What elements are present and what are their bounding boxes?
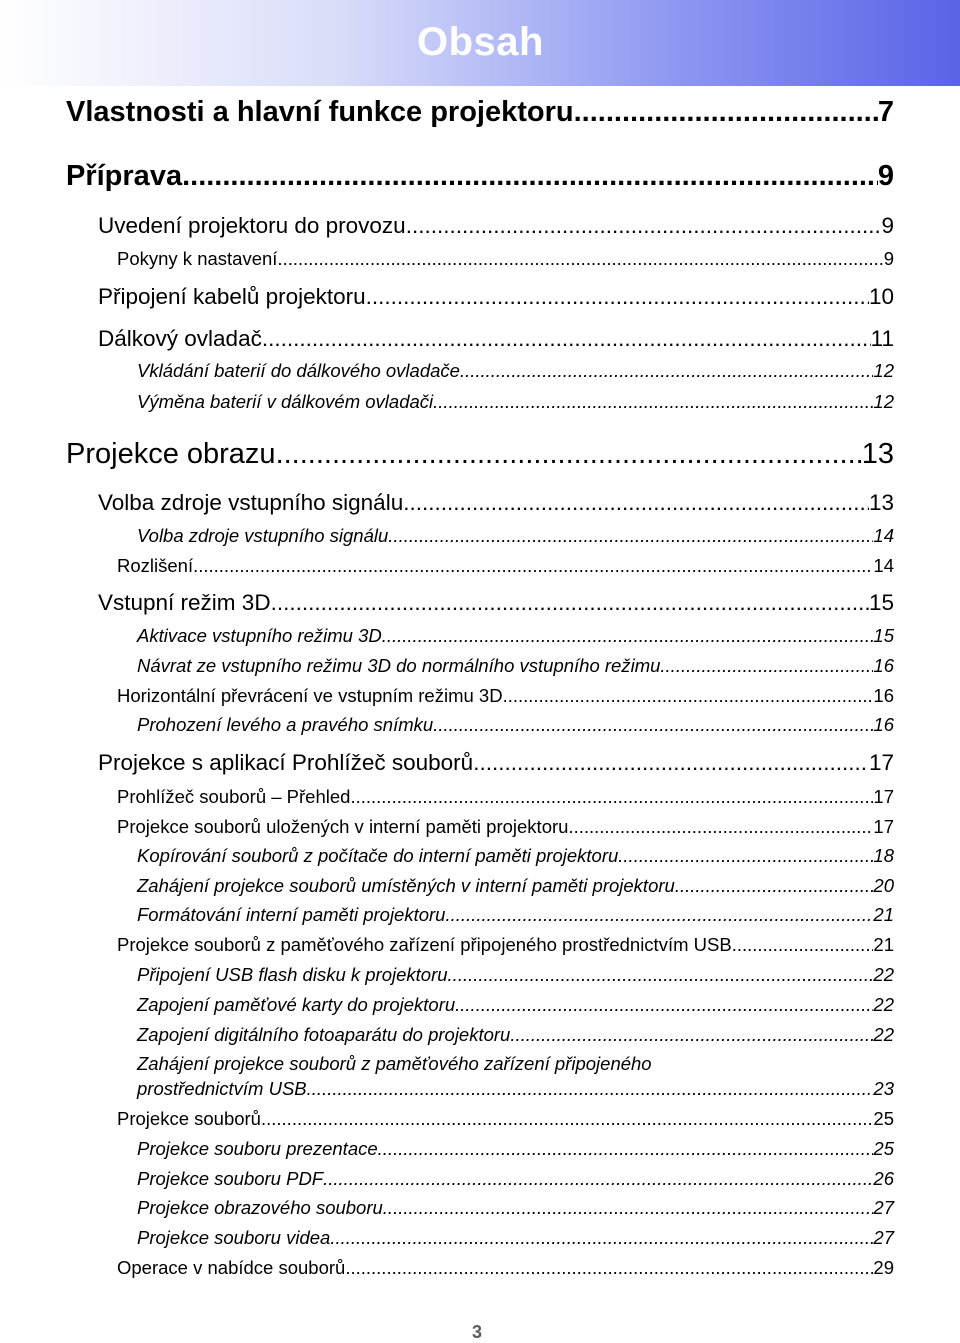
toc-entry-title: Vkládání baterií do dálkového ovladače [137, 360, 460, 381]
toc-page: 29 [873, 1257, 894, 1278]
toc-leader [448, 964, 874, 986]
toc-entry[interactable] [137, 625, 894, 647]
toc-leader [433, 391, 873, 413]
toc-page: 17 [873, 786, 894, 807]
toc-entry-title: Zahájení projekce souborů umístěných v interní paměti projektoru [137, 875, 675, 896]
toc-entry-title: Aktivace vstupního režimu 3D [137, 625, 382, 646]
toc-entry[interactable] [137, 1138, 894, 1160]
toc-entry-title: Návrat ze vstupního režimu 3D do normálního vstupního režimu [137, 655, 661, 676]
toc-entry[interactable] [137, 845, 894, 867]
toc-entry-title: Uvedení projektoru do provozu [98, 213, 406, 238]
toc-leader [345, 1257, 873, 1279]
header-banner [0, 0, 960, 86]
toc-entry[interactable] [66, 438, 894, 471]
toc-entry[interactable] [98, 490, 894, 516]
toc-leader [323, 1168, 873, 1190]
toc-entry-title: Projekce souborů uložených v interní paměti projektoru [117, 816, 569, 837]
toc-entry[interactable] [66, 160, 894, 193]
toc-leader [330, 1227, 873, 1249]
toc-entry[interactable] [117, 248, 894, 270]
toc-leader [732, 934, 874, 956]
toc-leader [262, 326, 871, 352]
toc-leader [510, 1024, 873, 1046]
toc-leader [473, 750, 869, 776]
toc-entry[interactable] [137, 655, 894, 677]
toc-page: 7 [877, 96, 894, 128]
toc-entry[interactable] [117, 555, 894, 577]
toc-leader [618, 845, 873, 867]
toc-page: 14 [873, 555, 894, 576]
toc-entry-title: Připojení USB flash disku k projektoru [137, 964, 448, 985]
toc-page: 18 [873, 845, 894, 866]
toc-entry[interactable] [98, 750, 894, 776]
toc-leader [307, 1078, 874, 1100]
toc-entry[interactable] [137, 391, 894, 413]
toc-entry-title: Projekce obrazu [66, 438, 276, 470]
toc-page: 15 [868, 590, 894, 615]
toc-entry-title: Projekce s aplikací Prohlížeč souborů [98, 750, 474, 775]
toc-leader [276, 438, 862, 471]
toc-page: 9 [877, 160, 894, 192]
toc-entry-title: Zapojení digitálního fotoaparátu do projektoru [137, 1024, 511, 1045]
toc-page: 22 [873, 964, 894, 985]
toc-leader [382, 625, 874, 647]
toc-entry-title: prostřednictvím USB [137, 1078, 307, 1099]
toc-leader [574, 96, 878, 129]
toc-entry-title: Prohlížeč souborů – Přehled [117, 786, 351, 807]
toc-entry[interactable] [137, 1078, 894, 1100]
toc-page: 21 [873, 934, 894, 955]
footer-page-number: 3 [472, 1322, 483, 1342]
toc-entry[interactable] [98, 326, 894, 352]
toc-page: 25 [873, 1138, 894, 1159]
toc-page: 16 [873, 685, 894, 706]
toc-page: 22 [873, 1024, 894, 1045]
toc-entry-title: Příprava [66, 160, 183, 192]
toc-leader [388, 525, 873, 547]
toc-entry[interactable] [66, 96, 894, 129]
toc-entry-title: Dálkový ovladač [98, 326, 262, 351]
toc-entry-title: Operace v nabídce souborů [117, 1257, 346, 1278]
toc-entry-title: Prohození levého a pravého snímku [137, 714, 434, 735]
toc-leader [403, 490, 869, 516]
toc-entry-title: Projekce souboru prezentace [137, 1138, 378, 1159]
toc-entry[interactable] [137, 964, 894, 986]
toc-page: 27 [873, 1227, 894, 1248]
toc-page: 23 [873, 1078, 894, 1099]
toc-entry[interactable] [137, 360, 894, 382]
toc-leader [445, 904, 873, 926]
toc-leader [675, 875, 874, 897]
toc-entry-title-line1: Zahájení projekce souborů z paměťového zařízení připojeného [137, 1053, 652, 1074]
toc-page: 27 [873, 1197, 894, 1218]
toc-entry[interactable] [98, 590, 894, 616]
toc-leader [455, 994, 873, 1016]
toc-entry-title: Projekce souboru videa [137, 1227, 331, 1248]
toc-page: 26 [873, 1168, 894, 1189]
toc-entry-title: Projekce obrazového souboru [137, 1197, 383, 1218]
toc-entry[interactable] [137, 904, 894, 926]
toc-entry-title: Vstupní režim 3D [98, 590, 271, 615]
toc-entry-title: Rozlišení [117, 555, 194, 576]
toc-page: 16 [873, 655, 894, 676]
toc-leader [568, 816, 873, 838]
toc-page: 14 [873, 525, 894, 546]
toc-entry[interactable] [117, 685, 894, 707]
toc-page: 22 [873, 994, 894, 1015]
toc-leader [378, 1138, 874, 1160]
toc-entry[interactable] [137, 1197, 894, 1219]
toc-page: 11 [870, 326, 894, 351]
toc-leader [193, 555, 873, 577]
toc-entry-title: Projekce souborů [117, 1108, 261, 1129]
toc-entry-title: Zapojení paměťové karty do projektoru [137, 994, 456, 1015]
toc-page: 17 [873, 816, 894, 837]
toc-entry[interactable] [117, 934, 894, 956]
toc-page: 20 [873, 875, 894, 896]
toc-entry[interactable] [137, 714, 894, 736]
toc-entry-title: Horizontální převrácení ve vstupním režimu 3D [117, 685, 503, 706]
toc-entry[interactable] [137, 875, 894, 897]
toc-leader [271, 590, 869, 616]
toc-leader [182, 160, 878, 193]
toc-entry[interactable] [137, 525, 894, 547]
toc-entry[interactable] [117, 1257, 894, 1279]
toc-leader [261, 1108, 873, 1130]
toc-leader [383, 1197, 874, 1219]
toc-entry[interactable] [137, 1024, 894, 1046]
toc-page: 17 [868, 750, 894, 775]
toc-page: 13 [861, 438, 894, 470]
toc-page: 25 [873, 1108, 894, 1129]
toc-page: 12 [873, 391, 894, 412]
toc-entry-title: Připojení kabelů projektoru [98, 284, 366, 309]
toc-entry[interactable] [117, 1108, 894, 1130]
toc-entry[interactable] [117, 786, 894, 808]
toc-page: 10 [868, 284, 894, 309]
toc-leader [366, 284, 869, 310]
toc-entry[interactable] [117, 816, 894, 838]
toc-entry-title: Formátování interní paměti projektoru [137, 904, 446, 925]
toc-leader [660, 655, 873, 677]
toc-page: 21 [873, 904, 894, 925]
toc-leader [460, 360, 873, 382]
toc-page: 9 [883, 248, 894, 269]
toc-entry[interactable] [137, 1227, 894, 1249]
toc-leader [277, 248, 883, 270]
toc-entry[interactable] [98, 284, 894, 310]
toc-page: 13 [868, 490, 894, 515]
toc-entry-title: Pokyny k nastavení [117, 248, 278, 269]
toc-leader [406, 213, 882, 239]
toc-entry[interactable] [137, 994, 894, 1016]
toc-leader [350, 786, 873, 808]
page-title: Obsah [417, 20, 544, 64]
toc-entry[interactable] [98, 213, 894, 239]
toc-entry-title: Projekce souborů z paměťového zařízení připojeného prostřednictvím USB [117, 934, 732, 955]
toc-entry-title: Výměna baterií v dálkovém ovladači [137, 391, 434, 412]
toc-entry-title: Kopírování souborů z počítače do interní paměti projektoru [137, 845, 619, 866]
toc-page: 15 [873, 625, 894, 646]
toc-leader [433, 714, 873, 736]
toc-entry-title: Volba zdroje vstupního signálu [98, 490, 404, 515]
toc-leader [503, 685, 874, 707]
toc-page: 16 [873, 714, 894, 735]
toc-page: 12 [873, 360, 894, 381]
toc-page: 9 [881, 213, 894, 238]
toc-entry-title: Volba zdroje vstupního signálu [137, 525, 389, 546]
toc-entry-title: Projekce souboru PDF [137, 1168, 324, 1189]
toc-entry[interactable] [137, 1168, 894, 1190]
toc-entry-title: Vlastnosti a hlavní funkce projektoru [66, 96, 574, 128]
